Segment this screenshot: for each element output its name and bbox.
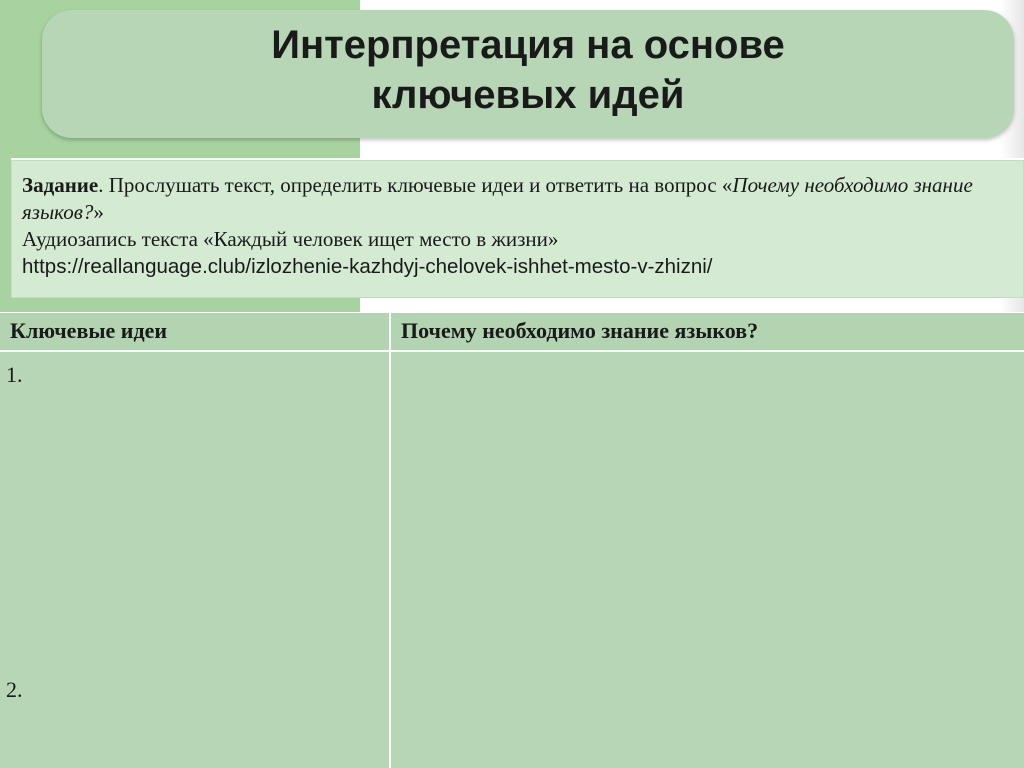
slide-title-line-1: Интерпретация на основе [271,23,785,67]
slide-title [271,20,785,120]
answer-table [0,312,1024,768]
task-text: . Прослушать текст, определить ключевые идеи и ответить на вопрос « [98,173,733,197]
slide-title-line-2: ключевых идей [371,73,685,117]
task-closing-quote: » [93,200,104,224]
title-box [42,10,1014,138]
list-item-number: 2. [6,677,23,702]
audio-line: Аудиозапись текста «Каждый человек ищет место в жизни» [22,227,559,251]
answer-cell[interactable] [391,352,1024,768]
list-item-number: 1. [6,362,23,387]
table-header-label: Почему необходимо знание языков? [401,318,759,343]
task-content [22,172,1012,280]
table-header-key-ideas [0,313,389,350]
task-box [11,158,1024,298]
key-ideas-cell[interactable] [0,352,389,768]
column-divider [389,313,391,768]
task-question: Почему необходимо знание языков? [22,173,973,224]
audio-link[interactable]: https://reallanguage.club/izlozhenie-kazhdyj-chelovek-ishhet-mesto-v-zhizni/ [22,255,713,278]
task-instruction [22,172,1012,226]
task-label: Задание [22,173,99,197]
table-header-why-languages [391,313,1024,350]
header-divider [0,350,1024,352]
table-header-label: Ключевые идеи [10,318,168,343]
